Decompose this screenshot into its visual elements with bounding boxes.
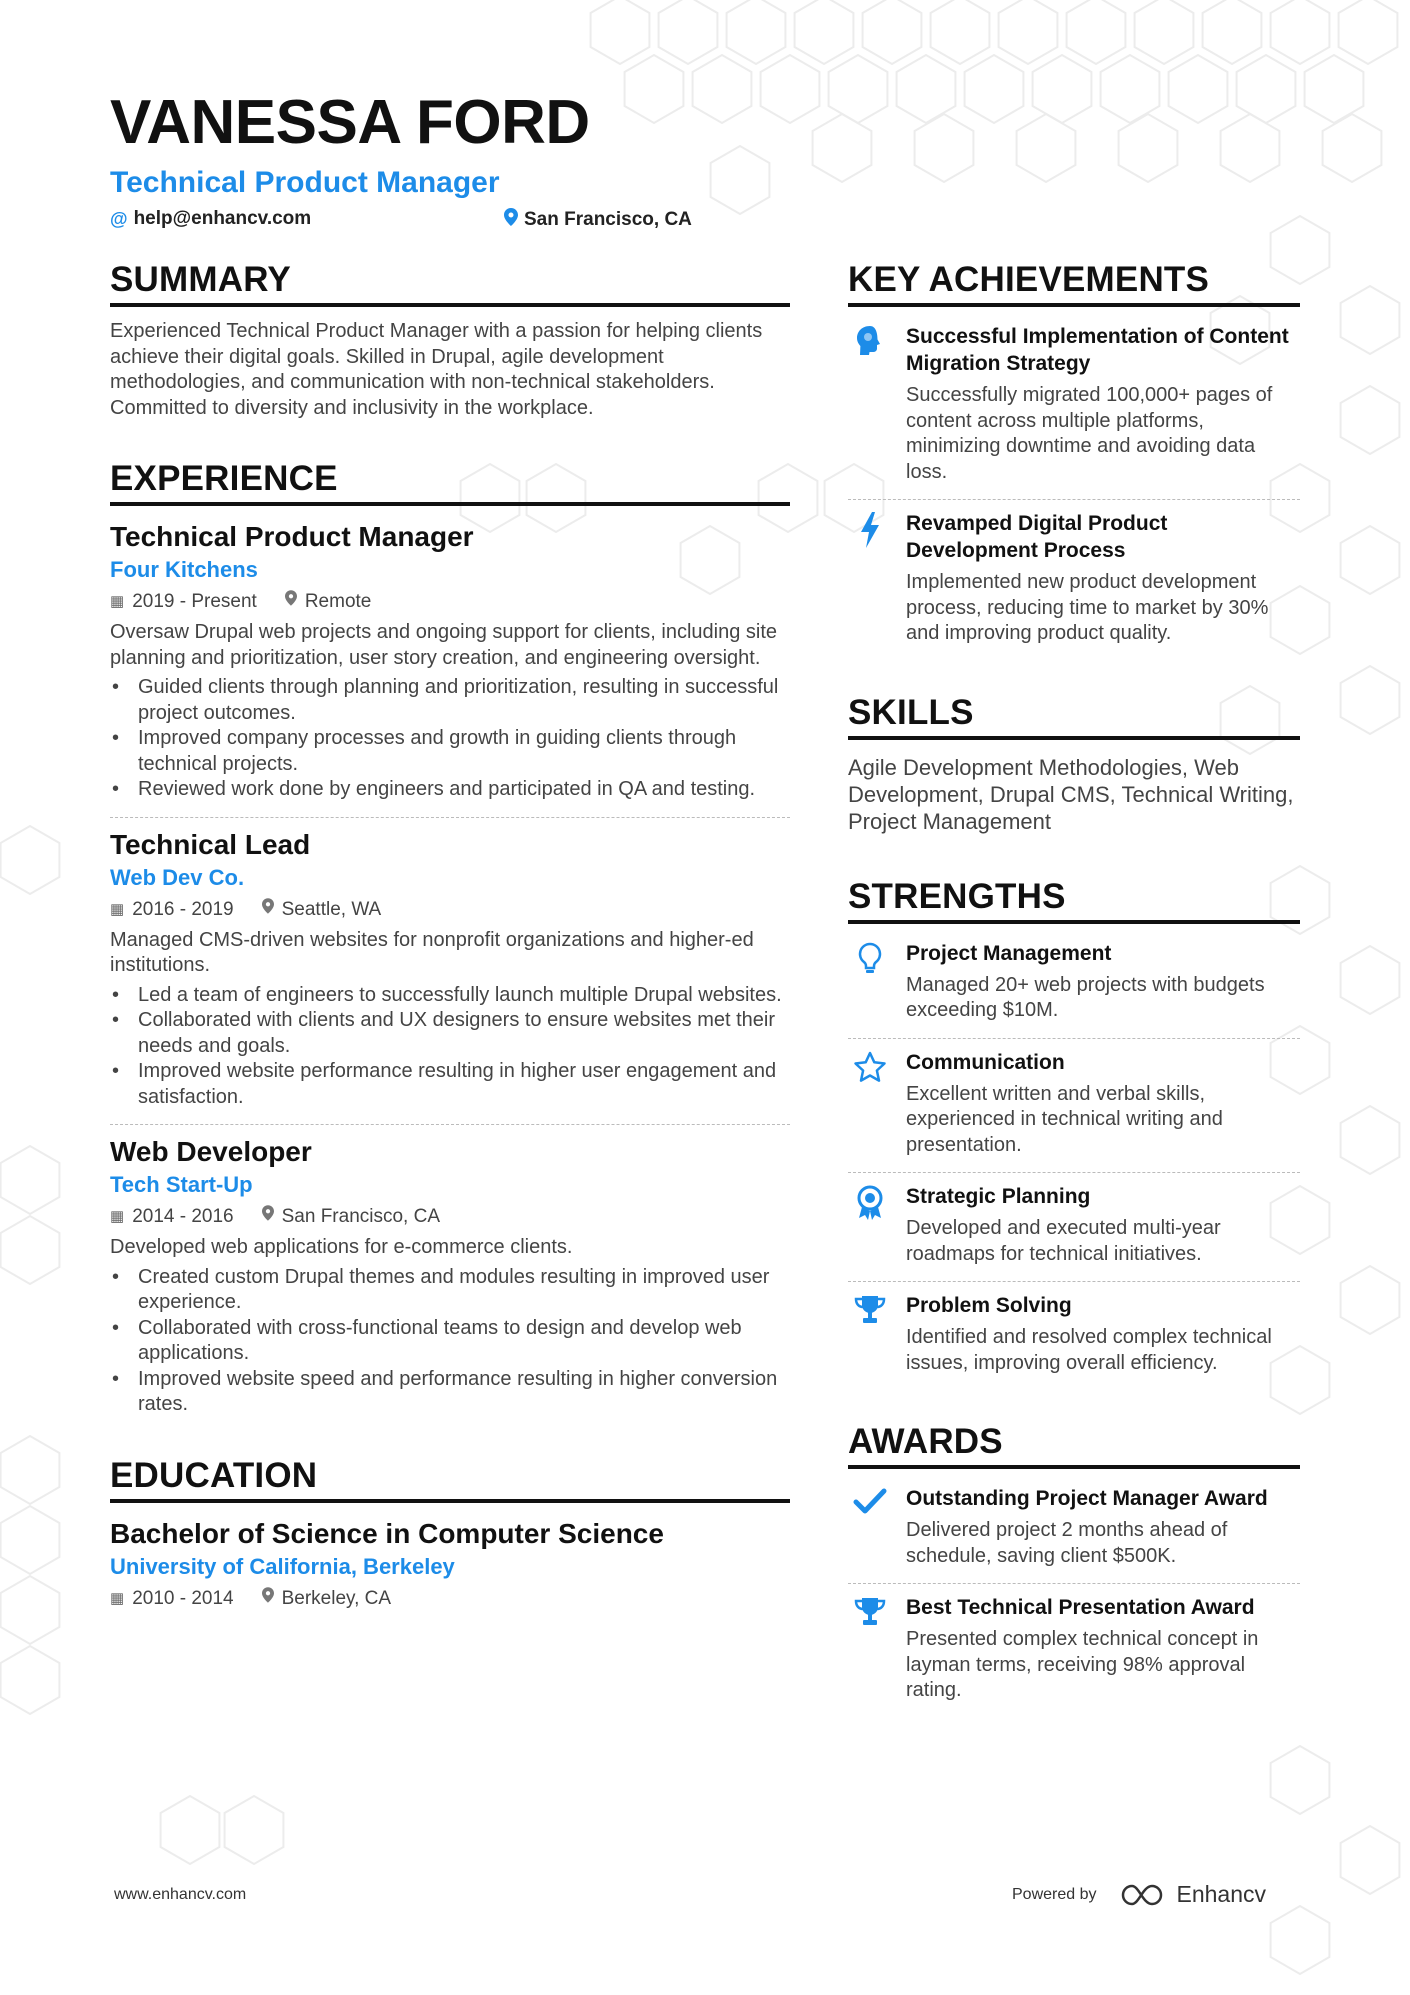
- calendar-icon: ▦: [110, 1589, 125, 1607]
- hexagon-shape: [1033, 55, 1092, 123]
- hexagon-shape: [161, 1796, 220, 1864]
- award-title: Outstanding Project Manager Award: [906, 1487, 1268, 1510]
- bullet-item: • Improved website performance resulting in higher user engagement and satisfaction.: [110, 1059, 790, 1110]
- at-icon: @: [110, 208, 128, 229]
- job-bullets: [110, 675, 790, 803]
- divider: [110, 1124, 790, 1125]
- hexagon-shape: [727, 0, 786, 64]
- hexagon-shape: [1305, 55, 1364, 123]
- hexagon-shape: [1119, 114, 1178, 182]
- achievement-title: Successful Implementation of Content Migration Strategy: [906, 325, 1289, 375]
- hexagon-shape: [1341, 1266, 1400, 1334]
- bullet-item: • Led a team of engineers to successfully launch multiple Drupal websites.: [110, 983, 790, 1009]
- strength-item: [848, 934, 1300, 1032]
- hexagon-shape: [1221, 114, 1280, 182]
- job-bullets: [110, 1265, 790, 1418]
- job-location: Seattle, WA: [262, 898, 382, 922]
- company-name: Web Dev Co.: [110, 864, 245, 890]
- strength-text: Developed and executed multi-year roadmaps for technical initiatives.: [906, 1217, 1221, 1265]
- key-achievements-title: KEY ACHIEVEMENTS: [848, 262, 1300, 307]
- bullet-item: • Improved company processes and growth in guiding clients through technical projects.: [110, 726, 790, 777]
- hexagon-shape: [1271, 1746, 1330, 1814]
- experience-title: EXPERIENCE: [110, 461, 790, 506]
- hexagon-shape: [829, 55, 888, 123]
- divider: [848, 1038, 1300, 1039]
- awards-title: AWARDS: [848, 1424, 1300, 1469]
- hexagon-shape: [1, 1146, 60, 1214]
- calendar-icon: ▦: [110, 900, 125, 918]
- strength-title: Strategic Planning: [906, 1185, 1091, 1208]
- education-dates: ▦ 2010 - 2014: [110, 1587, 234, 1609]
- hexagon-shape: [1323, 114, 1382, 182]
- hexagon-shape: [693, 55, 752, 123]
- location-pin-icon: [262, 898, 274, 922]
- hexagon-shape: [1017, 114, 1076, 182]
- location-pin-icon: [285, 590, 297, 614]
- job-title: Technical Lead: [110, 828, 311, 860]
- school-name: University of California, Berkeley: [110, 1553, 455, 1579]
- education-title: EDUCATION: [110, 1458, 790, 1503]
- achievement-item: [848, 317, 1300, 493]
- hexagon-shape: [1341, 1826, 1400, 1894]
- education-location: Berkeley, CA: [262, 1587, 391, 1611]
- strength-item: [848, 1177, 1300, 1275]
- hexagon-shape: [1, 826, 60, 894]
- strengths-title: STRENGTHS: [848, 879, 1300, 924]
- hexagon-shape: [1169, 55, 1228, 123]
- divider: [848, 1281, 1300, 1282]
- hexagon-shape: [1, 1576, 60, 1644]
- candidate-name: VANESSA FORD: [110, 88, 590, 157]
- award-title: Best Technical Presentation Award: [906, 1596, 1255, 1619]
- enhancv-logo: [1121, 1881, 1267, 1908]
- calendar-icon: ▦: [110, 1208, 125, 1225]
- hexagon-shape: [795, 0, 854, 64]
- calendar-icon: ▦: [110, 593, 125, 610]
- location-pin-icon: [262, 1205, 274, 1229]
- head-icon: [848, 323, 892, 485]
- hexagon-shape: [897, 55, 956, 123]
- footer-website[interactable]: www.enhancv.com: [114, 1886, 247, 1903]
- hexagon-shape: [1, 1436, 60, 1504]
- hexagon-shape: [931, 0, 990, 64]
- lightbulb-icon: [848, 940, 892, 1024]
- enhancv-logo-icon: [1121, 1883, 1167, 1907]
- bullet-item: • Guided clients through planning and prioritization, resulting in successful project outcomes.: [110, 675, 790, 726]
- hexagon-shape: [1203, 0, 1262, 64]
- hexagon-shape: [1341, 666, 1400, 734]
- candidate-role: Technical Product Manager: [110, 166, 500, 199]
- lightning-icon: [848, 510, 892, 647]
- bullet-item: • Collaborated with clients and UX designers to ensure websites met their needs and goals.: [110, 1008, 790, 1059]
- trophy-icon: [848, 1594, 892, 1704]
- divider: [110, 817, 790, 818]
- hexagon-shape: [999, 0, 1058, 64]
- hexagon-shape: [225, 1796, 284, 1864]
- education-item: [110, 1517, 790, 1611]
- award-item: [848, 1479, 1300, 1577]
- job-dates: ▦ 2014 - 2016: [110, 1206, 234, 1227]
- location-pin-icon: [504, 208, 518, 231]
- hexagon-shape: [915, 114, 974, 182]
- company-name: Tech Start-Up: [110, 1172, 253, 1197]
- checkmark-icon: [848, 1485, 892, 1569]
- experience-list: [110, 520, 790, 1418]
- strength-text: Managed 20+ web projects with budgets exceeding $10M.: [906, 973, 1265, 1021]
- job-title: Technical Product Manager: [110, 521, 474, 552]
- location-text: San Francisco, CA: [524, 208, 692, 230]
- job-description: Oversaw Drupal web projects and ongoing support for clients, including site planning and prioritization, user story creation, and engineering oversight.: [110, 621, 778, 669]
- experience-item: [110, 520, 790, 803]
- experience-item: [110, 828, 790, 1111]
- strength-item: [848, 1286, 1300, 1384]
- strength-text: Excellent written and verbal skills, experienced in technical writing and presentation.: [906, 1082, 1223, 1156]
- hexagon-shape: [965, 55, 1024, 123]
- location-pin-icon: [262, 1587, 274, 1611]
- hexagon-shape: [1237, 55, 1296, 123]
- achievement-text: Successfully migrated 100,000+ pages of content across multiple platforms, minimizing downtime and avoiding data loss.: [906, 384, 1273, 483]
- hexagon-shape: [591, 0, 650, 64]
- hexagon-shape: [1101, 55, 1160, 123]
- job-title: Web Developer: [110, 1136, 312, 1167]
- footer-branding[interactable]: [1012, 1881, 1266, 1908]
- hexagon-shape: [711, 146, 770, 214]
- hexagon-shape: [1341, 946, 1400, 1014]
- bullet-item: • Improved website speed and performance resulting in higher conversion rates.: [110, 1367, 790, 1418]
- hexagon-shape: [1341, 386, 1400, 454]
- skills-text: Agile Development Methodologies, Web Development, Drupal CMS, Technical Writing, Project Management: [848, 754, 1294, 834]
- bullet-item: • Reviewed work done by engineers and participated in QA and testing.: [110, 777, 790, 803]
- award-text: Delivered project 2 months ahead of schedule, saving client $500K.: [906, 1519, 1228, 1567]
- bullet-item: • Collaborated with cross-functional teams to design and develop web applications.: [110, 1316, 790, 1367]
- star-icon: [848, 1049, 892, 1159]
- job-dates: ▦ 2019 - Present: [110, 591, 257, 612]
- hexagon-shape: [625, 55, 684, 123]
- achievement-item: [848, 504, 1300, 655]
- right-column: [848, 262, 1300, 1712]
- hexagon-shape: [1135, 0, 1194, 64]
- strength-text: Identified and resolved complex technical issues, improving overall efficiency.: [906, 1326, 1272, 1374]
- award-item: [848, 1588, 1300, 1712]
- hexagon-shape: [1067, 0, 1126, 64]
- job-bullets: [110, 983, 790, 1111]
- strength-title: Problem Solving: [906, 1294, 1072, 1317]
- hexagon-shape: [659, 0, 718, 64]
- skills-title: SKILLS: [848, 695, 1300, 740]
- summary-text: Experienced Technical Product Manager with a passion for helping clients achieve their digital goals. Skilled in Drupal, agile development methodologies, and communication with non-technical stakeholders. Committed to diversity and inclusivity in the workplace.: [110, 320, 763, 419]
- email-contact[interactable]: [110, 208, 311, 230]
- location-contact: [504, 208, 692, 231]
- divider: [848, 499, 1300, 500]
- achievement-text: Implemented new product development process, reducing time to market by 30% and improving product quality.: [906, 571, 1269, 644]
- hexagon-shape: [1341, 526, 1400, 594]
- hexagon-shape: [813, 114, 872, 182]
- summary-title: SUMMARY: [110, 262, 790, 307]
- experience-item: [110, 1135, 790, 1418]
- strength-title: Project Management: [906, 941, 1112, 965]
- strength-title: Communication: [906, 1050, 1065, 1074]
- strength-item: [848, 1043, 1300, 1167]
- hexagon-shape: [1271, 0, 1330, 64]
- job-location: Remote: [285, 590, 372, 614]
- job-description: Managed CMS-driven websites for nonprofit organizations and higher-ed institutions.: [110, 928, 754, 976]
- left-column: [110, 262, 790, 1611]
- divider: [848, 1583, 1300, 1584]
- hexagon-shape: [1271, 1906, 1330, 1974]
- job-location: San Francisco, CA: [262, 1205, 440, 1229]
- degree-title: Bachelor of Science in Computer Science: [110, 1517, 664, 1549]
- achievement-title: Revamped Digital Product Development Process: [906, 512, 1168, 562]
- hexagon-shape: [761, 55, 820, 123]
- hexagon-shape: [1341, 1106, 1400, 1174]
- hexagon-shape: [1339, 0, 1398, 64]
- hexagon-shape: [1, 1646, 60, 1714]
- email-text: help@enhancv.com: [133, 208, 312, 229]
- bullet-item: • Created custom Drupal themes and modules resulting in improved user experience.: [110, 1265, 790, 1316]
- hexagon-shape: [863, 0, 922, 64]
- brand-name: Enhancv: [1176, 1881, 1267, 1907]
- divider: [848, 1172, 1300, 1173]
- award-text: Presented complex technical concept in layman terms, receiving 98% approval rating.: [906, 1628, 1259, 1701]
- powered-by-label: Powered by: [1012, 1885, 1097, 1903]
- job-dates: ▦ 2016 - 2019: [110, 898, 234, 920]
- trophy-icon: [848, 1292, 892, 1376]
- medal-icon: [848, 1183, 892, 1267]
- hexagon-shape: [1, 1216, 60, 1284]
- hexagon-shape: [1341, 286, 1400, 354]
- job-description: Developed web applications for e-commerce clients.: [110, 1236, 573, 1258]
- company-name: Four Kitchens: [110, 557, 258, 582]
- hexagon-shape: [1, 1506, 60, 1574]
